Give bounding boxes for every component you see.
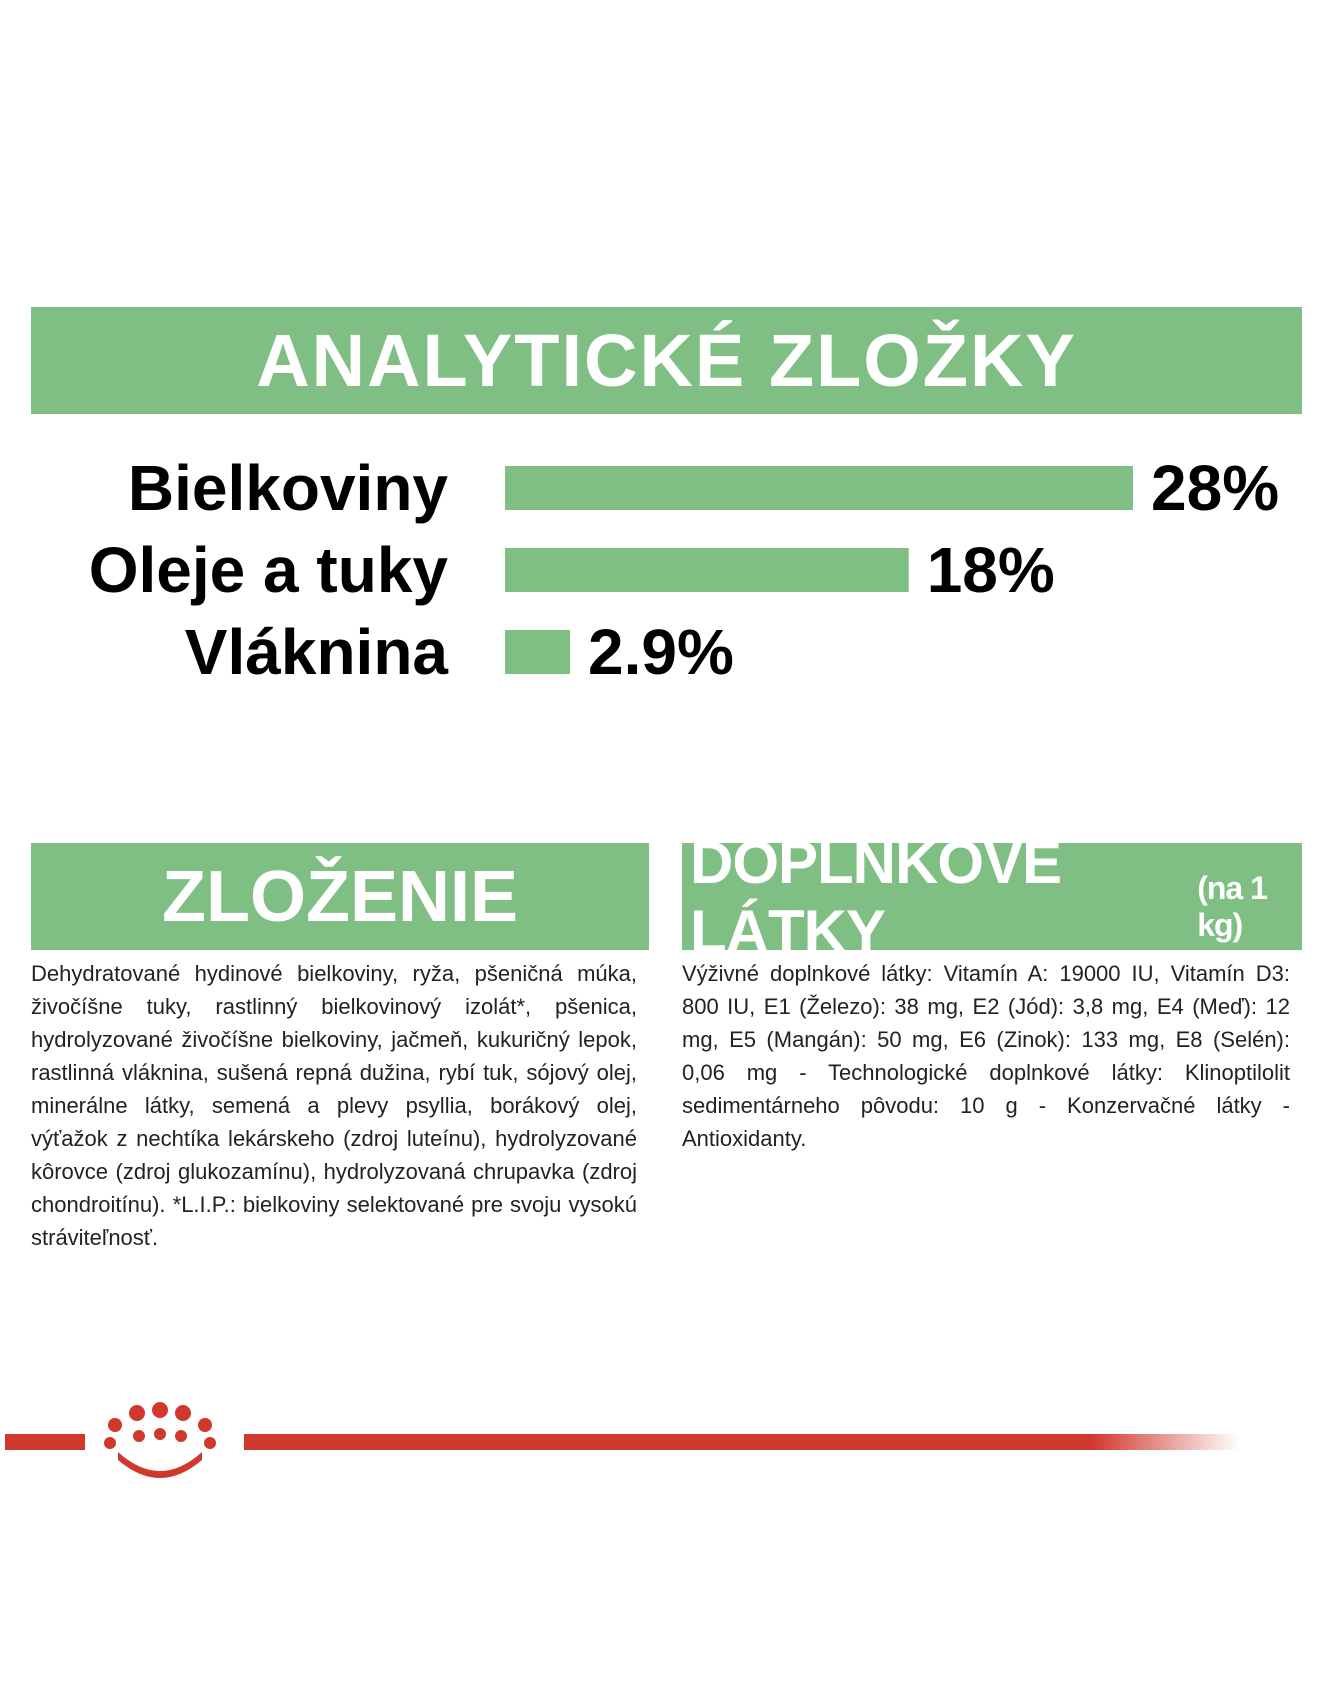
analytic-bar-chart: [0, 430, 1330, 690]
bar: [505, 466, 1133, 510]
category-label: Oleje a tuky: [88, 534, 448, 606]
additives-banner: [682, 828, 1302, 965]
composition-title: ZLOŽENIE: [162, 856, 518, 937]
category-label: Vláknina: [184, 616, 448, 688]
royal-canin-crown-icon: [104, 1402, 216, 1478]
footer-brand-line: [0, 1390, 1330, 1500]
footer-line-right: [244, 1434, 1240, 1450]
composition-banner: [31, 843, 649, 950]
analytic-title: ANALYTICKÉ ZLOŽKY: [256, 319, 1077, 402]
additives-text: Výživné doplnkové látky: Vitamín A: 19000 IU, Vitamín D3: 800 IU, E1 (Železo): 38 mg, E2 (Jód): 3,8 mg, E4 (Meď): 12 mg, E5 (Mangán): 50 mg, E6 (Zinok): 133 mg, E8 (Selén): 0,06 mg - Technologické doplnkové látky: Klinoptilolit sedimentárneho pôvodu: 10 g - Konzervačné látky - Antioxidanty.: [682, 961, 1290, 1151]
composition-text: Dehydratované hydinové bielkoviny, ryža, pšeničná múka, živočíšne tuky, rastlinný bielkovinový izolát*, pšenica, hydrolyzované živočíšne bielkoviny, jačmeň, kukuričný lepok, rastlinná vláknina, sušená repná dužina, rybí tuk, sójový olej, minerálne látky, semená a plevy psyllia, borákový olej, výťažok z nechtíka lekárskeho (zdroj luteínu), hydrolyzované kôrovce (zdroj glukozamínu), hydrolyzovaná chrupavka (zdroj chondroitínu). *L.I.P.: bielkoviny selektované pre svoju vysokú stráviteľnosť.: [31, 961, 637, 1250]
bar: [505, 548, 909, 592]
bar: [505, 630, 570, 674]
additives-title: DOPLNKOVÉ LÁTKY: [690, 828, 1062, 965]
value-label: 28%: [1151, 452, 1280, 524]
value-label: 2.9%: [588, 616, 734, 688]
value-label: 18%: [926, 534, 1055, 606]
analytic-banner: [31, 307, 1302, 414]
category-label: Bielkoviny: [127, 452, 448, 524]
additives-title-suffix: (na 1 kg): [1197, 869, 1267, 943]
footer-line-left: [5, 1434, 85, 1450]
